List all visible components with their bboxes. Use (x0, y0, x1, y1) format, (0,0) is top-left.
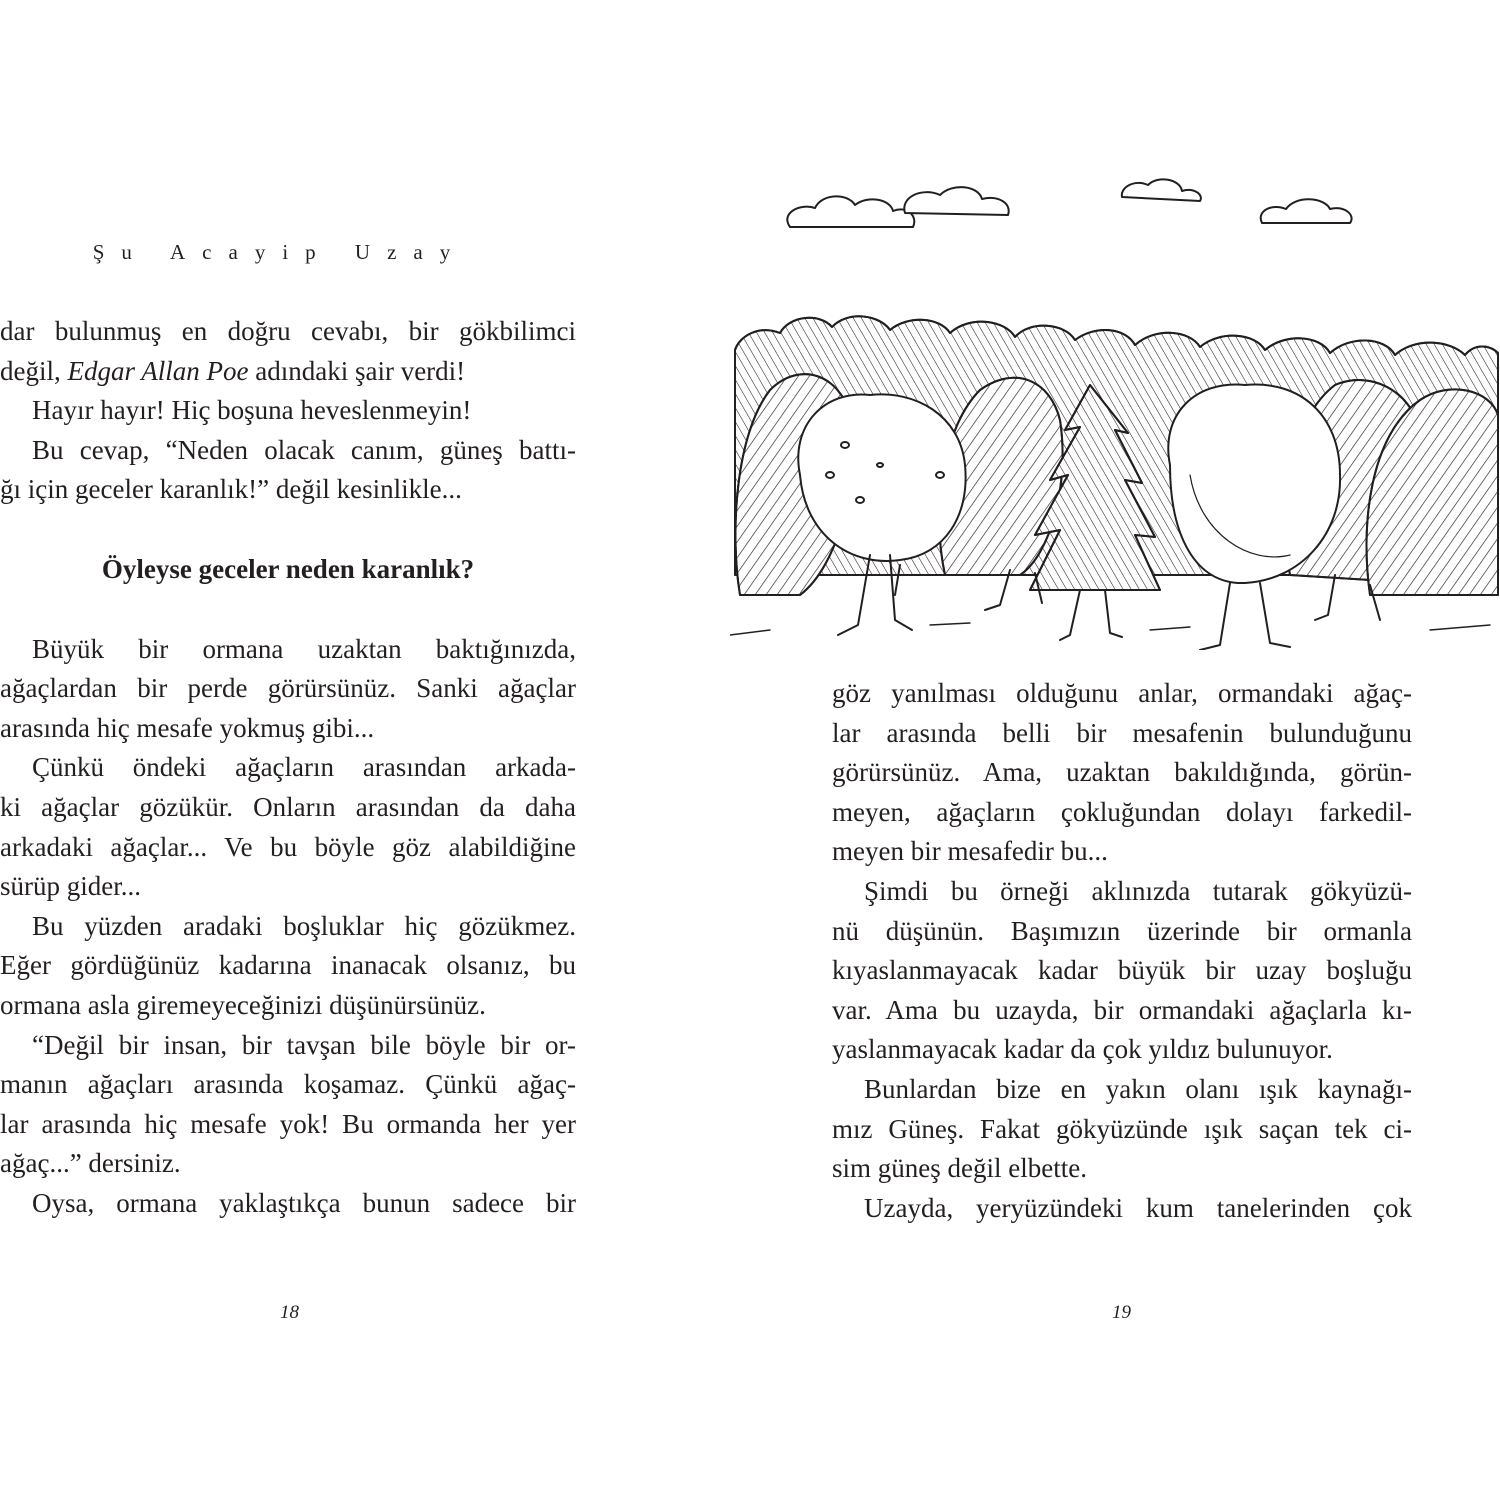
text-line: Bu yüzden aradaki boşluklar hiç gözükmez. (32, 910, 576, 941)
text-line: Çünkü öndeki ağaçların arasından arkada- (32, 752, 576, 783)
text-line: mız Güneş. Fakat gökyüzünde ışık saçan tek ci- (832, 1113, 1412, 1144)
cloud-icon (904, 187, 1008, 215)
text-line: ğı için geceler karanlık!” değil kesinlikle... (0, 474, 462, 505)
text-line: manın ağaçları arasında koşamaz. Çünkü ağaç- (0, 1069, 576, 1100)
text-line: nü düşünün. Başımızın üzerinde bir ormanla (832, 915, 1412, 946)
blank-line (0, 590, 576, 630)
text-line: sim güneş değil elbette. (832, 1153, 1087, 1184)
text-line: Şimdi bu örneği aklınızda tutarak gökyüzü- (864, 875, 1412, 906)
text-line: Oysa, ormana yaklaştıkça bunun sadece bir (32, 1187, 576, 1218)
text-line: görürsünüz. Ama, uzaktan bakıldığında, görün- (832, 757, 1412, 788)
text-line: Uzayda, yeryüzündeki kum tanelerinden çok (864, 1192, 1412, 1223)
text-line: meyen bir mesafedir bu... (832, 836, 1108, 867)
page-number-right: 19 (1112, 1302, 1131, 1323)
text-line: lar arasında belli bir mesafenin bulunduğunu (832, 717, 1412, 748)
section-heading: Öyleyse geceler neden karanlık? (101, 553, 475, 584)
text-line: yaslanmayacak kadar da çok yıldız bulunuyor. (832, 1034, 1333, 1065)
text-line: lar arasında hiç mesafe yok! Bu ormanda her yer (0, 1108, 576, 1139)
text-line: Eğer gördüğünüz kadarına inanacak olsanız, bu (0, 950, 576, 981)
text-line: ormana asla giremeyeceğinizi düşünürsünüz. (0, 989, 486, 1020)
page-number-left: 18 (280, 1302, 299, 1323)
text-line: Hayır hayır! Hiç boşuna heveslenmeyin! (32, 395, 472, 426)
text-line: göz yanılması olduğunu anlar, ormandaki ağaç- (832, 678, 1412, 708)
cloud-icon (1261, 199, 1352, 223)
forest-illustration (730, 175, 1500, 650)
text-line: ağaç...” dersiniz. (0, 1148, 181, 1179)
text-line: “Değil bir insan, bir tavşan bile böyle bir or- (32, 1029, 576, 1060)
text-line: kıyaslanmayacak kadar büyük bir uzay boşluğu (832, 955, 1412, 986)
text-line: ki ağaçlar gözükür. Onların arasından da daha (0, 791, 576, 822)
text-line: var. Ama bu uzayda, bir ormandaki ağaçlarla kı- (832, 994, 1412, 1025)
running-head: Şu Acayip Uzay (92, 240, 468, 264)
text-line: Büyük bir ormana uzaktan baktığınızda, (32, 633, 576, 664)
text-line: değil, Edgar Allan Poe adındaki şair verdi! (0, 355, 466, 386)
text-line: dar bulunmuş en doğru cevabı, bir gökbilimci (0, 316, 576, 346)
text-line: ağaçlardan bir perde görürsünüz. Sanki ağaçlar (0, 673, 576, 704)
text-line: arasında hiç mesafe yokmuş gibi... (0, 712, 375, 743)
text-line: meyen, ağaçların çokluğundan dolayı farkedil- (832, 796, 1412, 827)
left-page-text (0, 312, 576, 1223)
cloud-icon (787, 196, 914, 227)
text-line: Bu cevap, “Neden olacak canım, güneş battı- (32, 434, 576, 465)
text-line: Bunlardan bize en yakın olanı ışık kaynağı- (864, 1073, 1412, 1104)
cloud-icon (1122, 179, 1201, 201)
text-line: sürüp gider... (0, 871, 141, 902)
right-page-text (832, 674, 1412, 1228)
text-line: arkadaki ağaçlar... Ve bu böyle göz alabildiğine (0, 831, 576, 862)
blank-line (0, 510, 576, 550)
